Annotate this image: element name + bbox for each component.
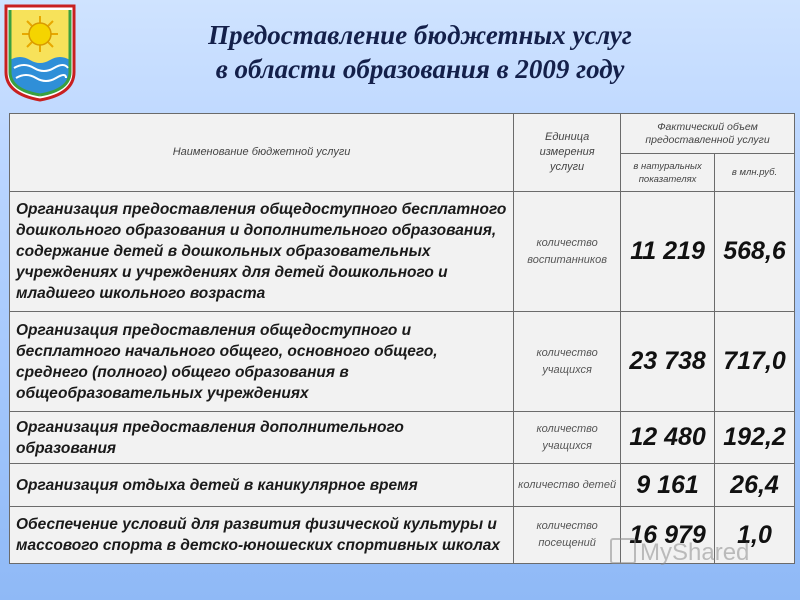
- city-emblem-sun-icon: [2, 2, 78, 102]
- service-unit: количество посещений: [514, 507, 621, 564]
- title-line-1: Предоставление бюджетных услуг: [208, 20, 632, 50]
- service-name: Организация отдыха детей в каникулярное время: [10, 464, 514, 507]
- natural-value: 23 738: [621, 312, 715, 412]
- service-name: Организация предоставления общедоступного бесплатного дошкольного образования и дополнительного образования, содержание детей в дошкольных образовательных учреждениях и учреждениях для детей дошкольного и младшего школьного возраста: [10, 192, 514, 312]
- money-value: 1,0: [715, 507, 795, 564]
- natural-value: 16 979: [621, 507, 715, 564]
- service-name: Обеспечение условий для развития физической культуры и массового спорта в детско-юношеских спортивных школах: [10, 507, 514, 564]
- title-line-2: в области образования в 2009 году: [215, 54, 625, 84]
- natural-value: 11 219: [621, 192, 715, 312]
- service-unit: количество детей: [514, 464, 621, 507]
- service-unit: количество учащихся: [514, 412, 621, 464]
- header-row-1: [10, 114, 795, 154]
- table-row: [10, 412, 795, 464]
- header-actual-volume: Фактический объем предоставленной услуги: [621, 114, 795, 154]
- services-table: [9, 113, 795, 564]
- watermark-text: MyShared: [640, 539, 750, 566]
- money-value: 717,0: [715, 312, 795, 412]
- money-value: 568,6: [715, 192, 795, 312]
- header-service-name: Наименование бюджетной услуги: [10, 114, 514, 192]
- header-natural: в натуральных показателях: [621, 154, 715, 192]
- table-row: [10, 192, 795, 312]
- service-unit: количество воспитанников: [514, 192, 621, 312]
- service-name: Организация предоставления общедоступного и бесплатного начального общего, основного общего, среднего (полного) общего образования в общеобразовательных учреждениях: [10, 312, 514, 412]
- service-unit: количество учащихся: [514, 312, 621, 412]
- page-title: [100, 18, 740, 86]
- table-row: [10, 464, 795, 507]
- header-money: в млн.руб.: [715, 154, 795, 192]
- presentation-icon: [610, 538, 636, 564]
- header-unit: Единица измерения услуги: [514, 114, 621, 192]
- table-row: [10, 312, 795, 412]
- watermark: [610, 538, 749, 567]
- natural-value: 9 161: [621, 464, 715, 507]
- money-value: 192,2: [715, 412, 795, 464]
- money-value: 26,4: [715, 464, 795, 507]
- natural-value: 12 480: [621, 412, 715, 464]
- service-name: Организация предоставления дополнительного образования: [10, 412, 514, 464]
